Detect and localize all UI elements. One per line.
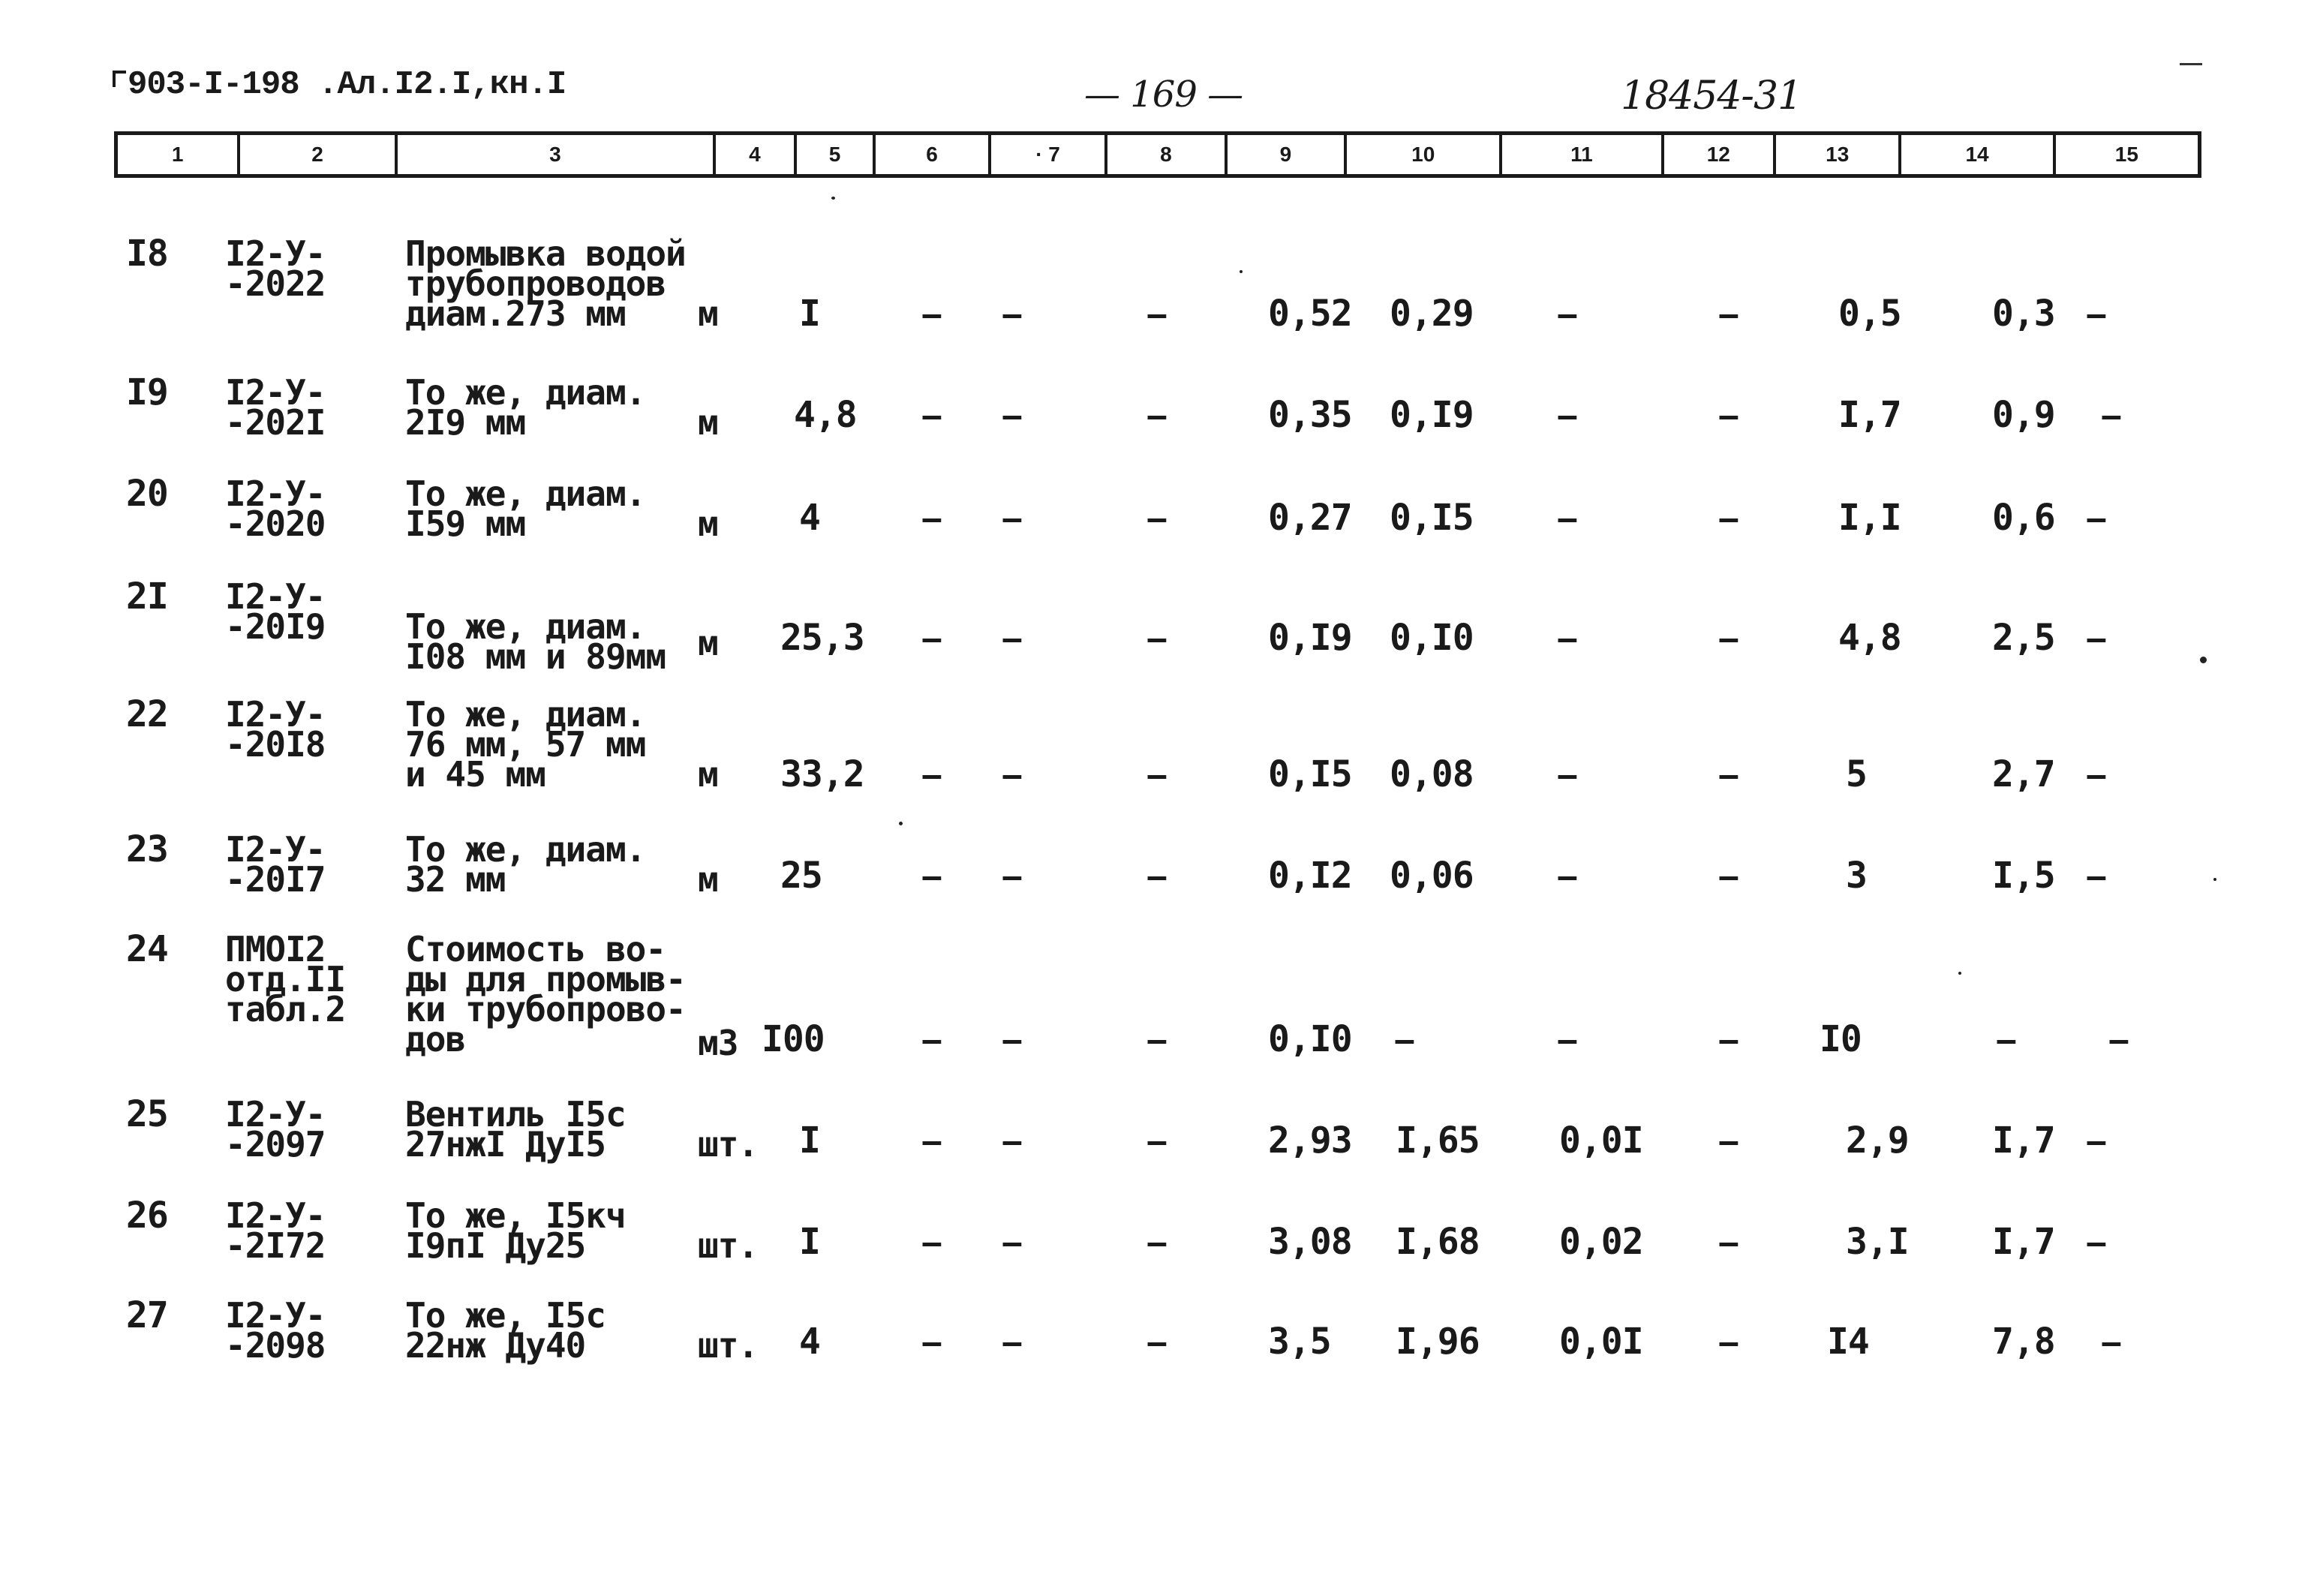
column-number: · 7 bbox=[991, 135, 1107, 174]
col-13: 5 bbox=[1846, 753, 1867, 795]
unit: м bbox=[698, 293, 718, 334]
row-number: I9 bbox=[126, 371, 168, 413]
work-name: То же, диам. I08 мм и 89мм bbox=[405, 606, 666, 677]
col-11: – bbox=[1557, 617, 1577, 659]
col-10: 0,I9 bbox=[1390, 394, 1474, 436]
quantity: 4 bbox=[799, 1321, 820, 1363]
col-6: – bbox=[921, 753, 942, 795]
col-7: – bbox=[1002, 1321, 1022, 1363]
col-10: I,65 bbox=[1396, 1120, 1480, 1162]
work-name: Стоимость во- ды для промыв- ки трубопрово- дов bbox=[405, 929, 686, 1059]
col-15: – bbox=[2086, 617, 2106, 659]
col-12: – bbox=[1718, 617, 1739, 659]
col-11: – bbox=[1557, 293, 1577, 335]
col-6: – bbox=[921, 1120, 942, 1162]
scan-speck bbox=[899, 822, 903, 825]
unit: шт. bbox=[698, 1124, 759, 1165]
col-9: 0,I2 bbox=[1268, 855, 1352, 897]
scan-speck bbox=[831, 197, 835, 200]
col-10: – bbox=[1394, 1018, 1414, 1060]
col-12: – bbox=[1718, 1321, 1739, 1363]
col-8: – bbox=[1146, 1120, 1167, 1162]
work-name: То же, диам. 2I9 мм bbox=[405, 372, 646, 443]
col-11: – bbox=[1557, 753, 1577, 795]
col-13: 3 bbox=[1846, 855, 1867, 897]
unit: м bbox=[698, 754, 718, 795]
column-number: 15 bbox=[2114, 143, 2138, 166]
col-8: – bbox=[1146, 1321, 1167, 1363]
unit: м3 bbox=[698, 1023, 738, 1063]
col-8: – bbox=[1146, 394, 1167, 436]
col-15: – bbox=[2086, 855, 2106, 897]
row-number: 24 bbox=[126, 928, 168, 970]
row-number: 23 bbox=[126, 828, 168, 870]
scan-speck bbox=[2200, 657, 2207, 663]
quantity: 33,2 bbox=[780, 753, 864, 795]
row-number: I8 bbox=[126, 233, 168, 275]
col-15: – bbox=[2101, 1321, 2121, 1363]
col-7: – bbox=[1002, 855, 1022, 897]
col-8: – bbox=[1146, 1221, 1167, 1263]
norm-code: I2-У- -202I bbox=[225, 372, 326, 443]
col-6: – bbox=[921, 855, 942, 897]
col-14: I,7 bbox=[1992, 1120, 2055, 1162]
work-name: Промывка водой трубопроводов диам.273 мм bbox=[405, 233, 686, 334]
col-14: 7,8 bbox=[1992, 1321, 2055, 1363]
col-10: 0,I5 bbox=[1390, 497, 1474, 539]
scan-speck bbox=[1958, 972, 1961, 975]
col-15: – bbox=[2086, 497, 2106, 539]
col-11: 0,0I bbox=[1559, 1120, 1643, 1162]
work-name: То же, диам. 32 мм bbox=[405, 829, 646, 900]
unit: м bbox=[698, 859, 718, 900]
norm-code: I2-У- -2I72 bbox=[225, 1195, 326, 1266]
column-number: 11 bbox=[1502, 135, 1663, 174]
col-6: – bbox=[921, 394, 942, 436]
col-7: – bbox=[1002, 753, 1022, 795]
col-11: 0,02 bbox=[1559, 1221, 1643, 1263]
col-13: I4 bbox=[1827, 1321, 1869, 1363]
col-15: – bbox=[2101, 394, 2121, 436]
column-number: 9 bbox=[1228, 135, 1347, 174]
col-14: – bbox=[1996, 1018, 2016, 1060]
col-11: – bbox=[1557, 497, 1577, 539]
column-number: 12 bbox=[1664, 135, 1776, 174]
col-15: – bbox=[2086, 753, 2106, 795]
col-9: 2,93 bbox=[1268, 1120, 1352, 1162]
col-13: 2,9 bbox=[1846, 1120, 1909, 1162]
norm-code: I2-У- -2020 bbox=[225, 473, 326, 544]
column-number: 3 bbox=[398, 135, 716, 174]
col-6: – bbox=[921, 1018, 942, 1060]
col-11: – bbox=[1557, 394, 1577, 436]
row-number: 20 bbox=[126, 473, 168, 515]
col-6: – bbox=[921, 293, 942, 335]
col-10: 0,08 bbox=[1390, 753, 1474, 795]
row-number: 26 bbox=[126, 1195, 168, 1237]
col-10: 0,06 bbox=[1390, 855, 1474, 897]
column-number: 4 bbox=[716, 135, 797, 174]
col-8: – bbox=[1146, 855, 1167, 897]
col-12: – bbox=[1718, 293, 1739, 335]
unit: м bbox=[698, 503, 718, 544]
unit: м bbox=[698, 623, 718, 663]
quantity: I00 bbox=[762, 1018, 825, 1060]
col-13: 3,I bbox=[1846, 1221, 1909, 1263]
col-14: 2,5 bbox=[1992, 617, 2055, 659]
col-15: – bbox=[2086, 293, 2106, 335]
quantity: I bbox=[799, 293, 820, 335]
column-number: 10 bbox=[1347, 135, 1502, 174]
col-12: – bbox=[1718, 855, 1739, 897]
col-9: 0,27 bbox=[1268, 497, 1352, 539]
norm-code: I2-У- -20I8 bbox=[225, 694, 326, 765]
row-number: 22 bbox=[126, 693, 168, 735]
column-number: 8 bbox=[1107, 135, 1227, 174]
col-10: 0,I0 bbox=[1390, 617, 1474, 659]
col-14: 2,7 bbox=[1992, 753, 2055, 795]
row-number: 2I bbox=[126, 576, 168, 618]
col-8: – bbox=[1146, 1018, 1167, 1060]
work-name: То же, диам. 76 мм, 57 мм и 45 мм bbox=[405, 694, 646, 795]
col-15: – bbox=[2086, 1221, 2106, 1263]
col-9: 3,08 bbox=[1268, 1221, 1352, 1263]
column-number: 14 bbox=[1901, 135, 2055, 174]
col-12: – bbox=[1718, 1221, 1739, 1263]
column-number: 1 bbox=[118, 135, 240, 174]
col-11: – bbox=[1557, 855, 1577, 897]
col-10: I,96 bbox=[1396, 1321, 1480, 1363]
scan-speck bbox=[1240, 270, 1243, 273]
col-11: – bbox=[1557, 1018, 1577, 1060]
col-12: – bbox=[1718, 753, 1739, 795]
row-number: 27 bbox=[126, 1294, 168, 1336]
col-9: 0,52 bbox=[1268, 293, 1352, 335]
quantity: 4,8 bbox=[794, 394, 857, 436]
col-7: – bbox=[1002, 394, 1022, 436]
col-14: 0,3 bbox=[1992, 293, 2055, 335]
col-6: – bbox=[921, 617, 942, 659]
col-12: – bbox=[1718, 497, 1739, 539]
col-8: – bbox=[1146, 293, 1167, 335]
col-8: – bbox=[1146, 617, 1167, 659]
scan-speck bbox=[2213, 878, 2216, 881]
column-number: 5 bbox=[797, 135, 876, 174]
norm-code: I2-У- -2098 bbox=[225, 1295, 326, 1366]
column-number: 2 bbox=[240, 135, 397, 174]
document-reference: 903-I-198 .Ал.I2.I,кн.I bbox=[128, 66, 566, 104]
col-9: 0,35 bbox=[1268, 394, 1352, 436]
col-14: 0,6 bbox=[1992, 497, 2055, 539]
work-name: То же, диам. I59 мм bbox=[405, 473, 646, 544]
quantity: I bbox=[799, 1221, 820, 1263]
unit: шт. bbox=[698, 1225, 759, 1266]
quantity: 25,3 bbox=[780, 617, 864, 659]
col-12: – bbox=[1718, 1120, 1739, 1162]
col-13: I,7 bbox=[1838, 394, 1901, 436]
col-7: – bbox=[1002, 1221, 1022, 1263]
col-12: – bbox=[1718, 394, 1739, 436]
quantity: I bbox=[799, 1120, 820, 1162]
col-9: 0,I0 bbox=[1268, 1018, 1352, 1060]
archive-code: 18454-31 bbox=[1621, 74, 1802, 119]
row-number: 25 bbox=[126, 1093, 168, 1135]
col-8: – bbox=[1146, 497, 1167, 539]
quantity: 25 bbox=[780, 855, 822, 897]
col-7: – bbox=[1002, 497, 1022, 539]
work-name: То же, I5с 22нж Ду40 bbox=[405, 1295, 606, 1366]
column-number-header bbox=[114, 131, 2201, 178]
col-15: – bbox=[2086, 1120, 2106, 1162]
norm-code: ПМОI2 отд.II табл.2 bbox=[225, 929, 346, 1029]
col-15: – bbox=[2108, 1018, 2129, 1060]
col-6: – bbox=[921, 1221, 942, 1263]
norm-code: I2-У- -20I9 bbox=[225, 576, 326, 647]
col-10: 0,29 bbox=[1390, 293, 1474, 335]
col-14: I,5 bbox=[1992, 855, 2055, 897]
col-11: 0,0I bbox=[1559, 1321, 1643, 1363]
col-13: I,I bbox=[1838, 497, 1901, 539]
unit: шт. bbox=[698, 1325, 759, 1366]
quantity: 4 bbox=[799, 497, 820, 539]
norm-code: I2-У- -20I7 bbox=[225, 829, 326, 900]
col-14: I,7 bbox=[1992, 1221, 2055, 1263]
work-name: То же, I5кч I9пI Ду25 bbox=[405, 1195, 626, 1266]
col-9: 3,5 bbox=[1268, 1321, 1331, 1363]
work-name: Вентиль I5с 27нжI ДуI5 bbox=[405, 1094, 626, 1165]
col-9: 0,I9 bbox=[1268, 617, 1352, 659]
unit: м bbox=[698, 402, 718, 443]
col-7: – bbox=[1002, 1018, 1022, 1060]
col-7: – bbox=[1002, 1120, 1022, 1162]
col-7: – bbox=[1002, 293, 1022, 335]
corner-mark bbox=[113, 71, 126, 87]
col-13: I0 bbox=[1820, 1018, 1862, 1060]
page-number: — 169 — bbox=[1084, 74, 1243, 116]
col-13: 0,5 bbox=[1838, 293, 1901, 335]
norm-code: I2-У- -2022 bbox=[225, 233, 326, 304]
col-6: – bbox=[921, 497, 942, 539]
col-7: – bbox=[1002, 617, 1022, 659]
col-9: 0,I5 bbox=[1268, 753, 1352, 795]
column-number: 13 bbox=[1776, 135, 1901, 174]
col-12: – bbox=[1718, 1018, 1739, 1060]
column-number: 6 bbox=[876, 135, 990, 174]
corner-dash bbox=[2180, 63, 2202, 65]
col-6: – bbox=[921, 1321, 942, 1363]
col-10: I,68 bbox=[1396, 1221, 1480, 1263]
col-8: – bbox=[1146, 753, 1167, 795]
col-14: 0,9 bbox=[1992, 394, 2055, 436]
norm-code: I2-У- -2097 bbox=[225, 1094, 326, 1165]
col-13: 4,8 bbox=[1838, 617, 1901, 659]
